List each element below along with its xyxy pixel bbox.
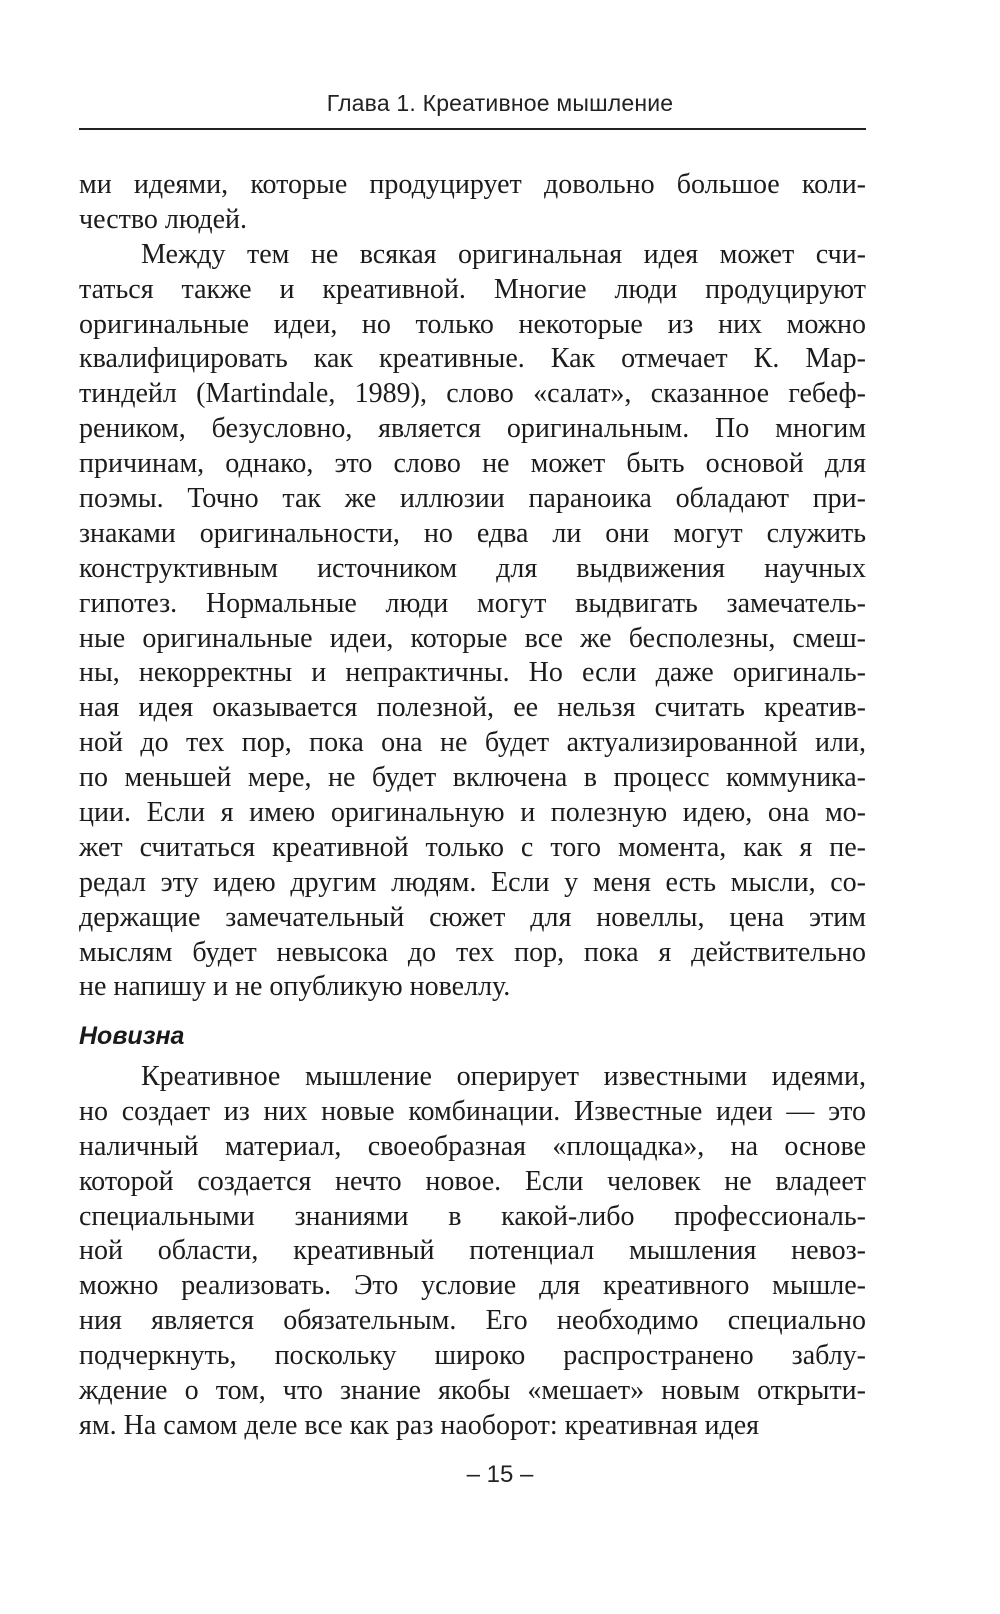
header-rule bbox=[79, 128, 866, 130]
text-line: но создает из них новые комбинации. Известные идеи — это bbox=[79, 1095, 866, 1127]
paragraph bbox=[79, 168, 866, 238]
text-line: оригинальные идеи, но только некоторые из них можно bbox=[79, 308, 866, 340]
text-line: ной области, креативный потенциал мышления невоз- bbox=[79, 1235, 866, 1267]
text-line: редал эту идею другим людям. Если у меня есть мысли, со- bbox=[79, 866, 866, 898]
text-line: чество людей. bbox=[79, 203, 248, 235]
text-line: наличный материал, своеобразная «площадка», на основе bbox=[79, 1130, 866, 1162]
text-line: ная идея оказывается полезной, ее нельзя считать креатив- bbox=[79, 692, 866, 724]
text-line: реником, безусловно, является оригинальным. По многим bbox=[79, 413, 866, 445]
text-line: тиндейл (Martindale, 1989), слово «салат», сказанное гебеф- bbox=[79, 378, 866, 410]
text-line: гипотез. Нормальные люди могут выдвигать замечатель- bbox=[79, 587, 866, 619]
page-number: – 15 – bbox=[466, 1461, 534, 1488]
text-line: не напишу и не опубликую новеллу. bbox=[79, 971, 511, 1003]
text-line: ной до тех пор, пока она не будет актуализированной или, bbox=[79, 727, 866, 759]
text-line: Креативное мышление оперирует известными идеями, bbox=[141, 1061, 866, 1092]
section-title: Новизна bbox=[79, 1022, 185, 1050]
text-line: таться также и креативной. Многие люди продуцируют bbox=[79, 273, 866, 305]
text-line: причинам, однако, это слово не может быть основой для bbox=[79, 448, 866, 480]
text-line: жет считаться креативной только с того момента, как я пе- bbox=[79, 831, 866, 863]
text-line: ния является обязательным. Его необходимо специально bbox=[79, 1305, 866, 1337]
text-line: знаками оригинальности, но едва ли они могут служить bbox=[79, 517, 866, 549]
text-line: ны, некорректны и непрактичны. Но если даже оригиналь- bbox=[79, 657, 866, 689]
text-line: ми идеями, которые продуцирует довольно большое коли- bbox=[79, 169, 866, 200]
text-line: поэмы. Точно так же иллюзии параноика обладают при- bbox=[79, 483, 866, 515]
text-line: Между тем не всякая оригинальная идея может счи- bbox=[141, 238, 866, 270]
text-line: квалифицировать как креативные. Как отмечает К. Мар- bbox=[79, 343, 866, 375]
text-line: специальными знаниями в какой-либо профессиональ- bbox=[79, 1200, 866, 1232]
text-line: ции. Если я имею оригинальную и полезную идею, она мо- bbox=[79, 797, 866, 829]
text-line: которой создается нечто новое. Если человек не владеет bbox=[79, 1165, 866, 1197]
text-line: конструктивным источником для выдвижения научных bbox=[79, 552, 866, 584]
text-line: мыслям будет невысока до тех пор, пока я действительно bbox=[79, 936, 866, 968]
text-line: ям. На самом деле все как раз наоборот: креативная идея bbox=[79, 1409, 760, 1441]
text-line: подчеркнуть, поскольку широко распространено заблу- bbox=[79, 1340, 866, 1372]
body-text-top bbox=[79, 168, 866, 1005]
text-line: ждение о том, что знание якобы «мешает» новым открыти- bbox=[79, 1375, 866, 1407]
running-head: Глава 1. Креативное мышление bbox=[326, 90, 674, 116]
body-text-bottom bbox=[79, 1060, 866, 1444]
text-line: по меньшей мере, не будет включена в процесс коммуника- bbox=[79, 762, 866, 794]
paragraph bbox=[79, 1060, 866, 1444]
text-line: ные оригинальные идеи, которые все же бесполезны, смеш- bbox=[79, 622, 866, 654]
paragraph bbox=[79, 238, 866, 1006]
text-line: держащие замечательный сюжет для новеллы, цена этим bbox=[79, 901, 866, 933]
text-line: можно реализовать. Это условие для креативного мышле- bbox=[79, 1270, 866, 1302]
